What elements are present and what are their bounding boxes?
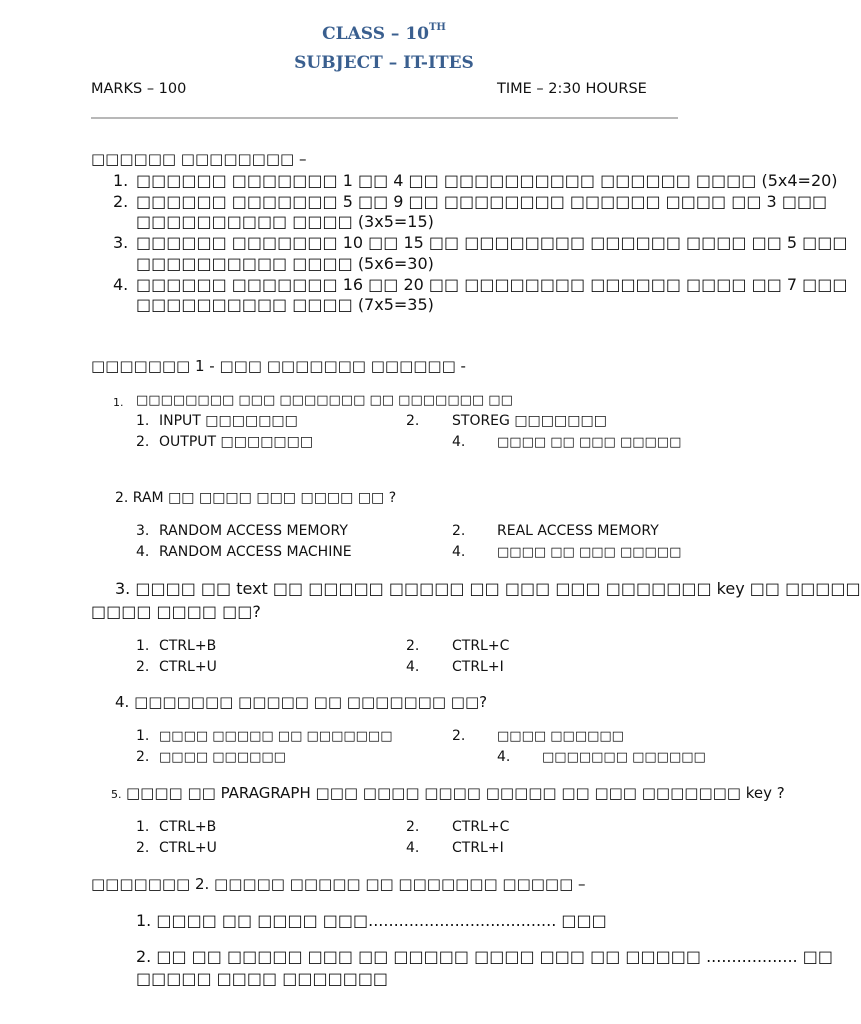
- instruction-number: 2.: [113, 192, 129, 211]
- time-label: TIME – 2:30 HOURSE: [497, 81, 647, 97]
- marks-label: MARKS – 100: [91, 81, 187, 97]
- option-text: CTRL+C: [452, 819, 510, 835]
- option-number: 2.: [452, 523, 466, 539]
- option-text: □□□□□□□ □□□□□□: [542, 750, 706, 765]
- option-text: STOREG □□□□□□□: [452, 413, 607, 429]
- option-number: 2.: [406, 413, 420, 429]
- option-number: 3.: [136, 523, 150, 539]
- instruction-text: □□□□□□ □□□□□□□ 1 □□ 4 □□ □□□□□□□□□□ □□□□□□ □□□□ (5x4=20): [136, 171, 838, 190]
- option-number: 4.: [406, 659, 420, 675]
- option-text: CTRL+B: [159, 638, 217, 654]
- option-number: 2.: [136, 659, 150, 675]
- option-text: CTRL+I: [452, 840, 504, 856]
- q1-text: □□□□□□□□ □□□ □□□□□□□ □□ □□□□□□□ □□: [136, 393, 513, 408]
- q3-text: 3. □□□□ □□ text □□ □□□□□ □□□□□ □□ □□□ □□□ □□□□□□□ key □□ □□□□□: [115, 579, 861, 598]
- option-number: 1.: [136, 413, 150, 429]
- instruction-text-continued: □□□□□□□□□□ □□□□ (3x5=15): [136, 212, 434, 231]
- instruction-text: □□□□□□ □□□□□□□ 16 □□ 20 □□ □□□□□□□□ □□□□□□ □□□□ □□ 7 □□□: [136, 275, 848, 294]
- instruction-text-continued: □□□□□□□□□□ □□□□ (7x5=35): [136, 295, 434, 314]
- option-number: 4.: [406, 840, 420, 856]
- option-text: RANDOM ACCESS MACHINE: [159, 544, 352, 560]
- section1-heading: □□□□□□□ 1 - □□□ □□□□□□□ □□□□□□ -: [91, 357, 466, 375]
- fill-blank-q2: 2. □□ □□ □□□□□ □□□ □□ □□□□□ □□□□ □□□ □□ □□□□□ .................. □□: [136, 947, 833, 966]
- option-number: 4.: [452, 434, 466, 450]
- option-number: 1.: [136, 638, 150, 654]
- option-text: RANDOM ACCESS MEMORY: [159, 523, 348, 539]
- q4-text: 4. □□□□□□□ □□□□□ □□ □□□□□□□ □□?: [115, 693, 488, 711]
- class-title: [0, 24, 768, 44]
- section2-heading: □□□□□□□ 2. □□□□□ □□□□□ □□ □□□□□□□ □□□□□ –: [91, 875, 586, 893]
- option-number: 2.: [406, 638, 420, 654]
- instructions-heading: □□□□□□ □□□□□□□□ –: [91, 150, 307, 168]
- instruction-text: □□□□□□ □□□□□□□ 5 □□ 9 □□ □□□□□□□□ □□□□□□ □□□□ □□ 3 □□□: [136, 192, 828, 211]
- option-number: 1.: [136, 728, 150, 744]
- instruction-text: □□□□□□ □□□□□□□ 10 □□ 15 □□ □□□□□□□□ □□□□□□ □□□□ □□ 5 □□□: [136, 233, 848, 252]
- instruction-number: 1.: [113, 171, 129, 190]
- option-text: □□□□ □□ □□□ □□□□□: [497, 545, 682, 560]
- option-text: □□□□ □□□□□□: [497, 729, 624, 744]
- option-number: 4.: [497, 749, 511, 765]
- option-text: CTRL+U: [159, 840, 217, 856]
- option-text: CTRL+C: [452, 638, 510, 654]
- option-text: REAL ACCESS MEMORY: [497, 523, 659, 539]
- option-number: 1.: [136, 819, 150, 835]
- q5-text: □□□□ □□ PARAGRAPH □□□ □□□□ □□□□ □□□□□ □□ □□□ □□□□□□□ key ?: [126, 784, 785, 802]
- q5-number: 5.: [111, 788, 122, 801]
- option-number: 2.: [136, 434, 150, 450]
- option-number: 4.: [452, 544, 466, 560]
- q2-text: 2. RAM □□ □□□□ □□□ □□□□ □□ ?: [115, 490, 397, 506]
- option-text: CTRL+I: [452, 659, 504, 675]
- class-title-superscript: TH: [428, 22, 446, 34]
- option-text: INPUT □□□□□□□: [159, 413, 298, 429]
- option-number: 2.: [452, 728, 466, 744]
- option-text: □□□□ □□□□□ □□ □□□□□□□: [159, 729, 393, 744]
- fill-blank-q2-continued: □□□□□ □□□□ □□□□□□□: [136, 969, 389, 988]
- header-divider: [91, 117, 678, 119]
- subject-title: SUBJECT – IT-ITES: [294, 53, 474, 73]
- option-number: 2.: [136, 840, 150, 856]
- option-number: 2.: [406, 819, 420, 835]
- class-title-text: CLASS – 10: [322, 24, 429, 44]
- instruction-text-continued: □□□□□□□□□□ □□□□ (5x6=30): [136, 254, 434, 273]
- option-number: 2.: [136, 749, 150, 765]
- fill-blank-q1: 1. □□□□ □□ □□□□ □□□..................................... □□□: [136, 911, 607, 930]
- option-number: 4.: [136, 544, 150, 560]
- option-text: CTRL+U: [159, 659, 217, 675]
- instruction-number: 4.: [113, 275, 129, 294]
- q1-number: 1.: [113, 396, 124, 409]
- q3-text-continued: □□□□ □□□□ □□?: [91, 602, 261, 621]
- option-text: CTRL+B: [159, 819, 217, 835]
- option-text: □□□□ □□□□□□: [159, 750, 286, 765]
- option-text: □□□□ □□ □□□ □□□□□: [497, 435, 682, 450]
- instruction-number: 3.: [113, 233, 129, 252]
- option-text: OUTPUT □□□□□□□: [159, 434, 314, 450]
